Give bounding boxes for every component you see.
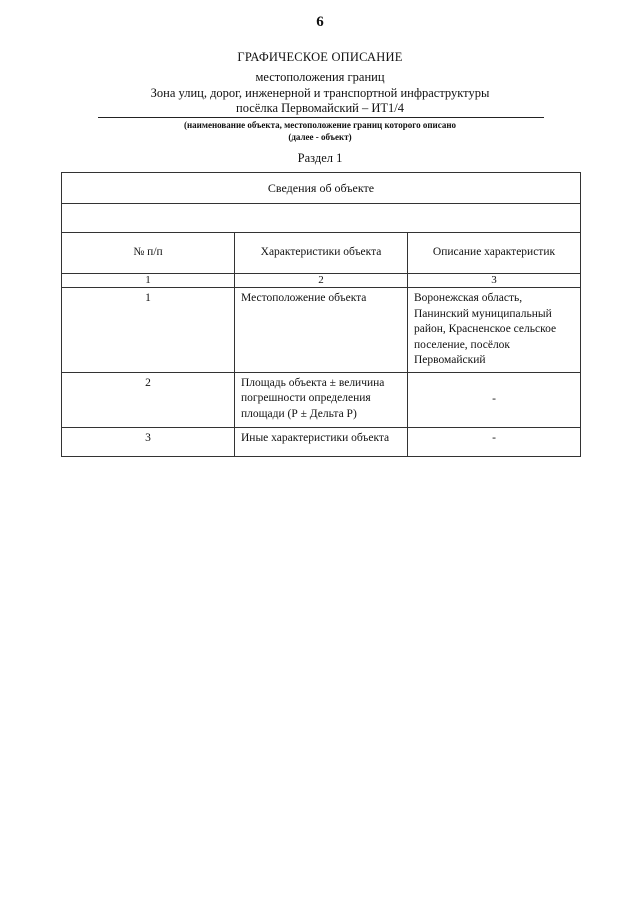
subtitle-line: Зона улиц, дорог, инженерной и транспортной инфраструктуры: [150, 86, 490, 100]
table-row: [62, 427, 581, 456]
column-number: 3: [408, 274, 581, 288]
row-description: -: [408, 427, 581, 456]
table-empty-row: [62, 204, 581, 233]
subtitle-line: посёлка Первомайский – ИТ1/4: [236, 101, 404, 115]
column-header-number: № п/п: [62, 233, 235, 274]
title-underline: [98, 117, 544, 118]
row-number: 2: [62, 372, 235, 427]
page-number: 6: [316, 14, 324, 30]
document-title: ГРАФИЧЕСКОЕ ОПИСАНИЕ: [237, 50, 403, 64]
column-header-characteristic: Характеристики объекта: [235, 233, 408, 274]
table-header-row: [62, 173, 581, 204]
column-header-description: Описание характеристик: [408, 233, 581, 274]
table-row: [62, 372, 581, 427]
column-header-row: [62, 233, 581, 274]
subtitle-line: местоположения границ: [255, 70, 385, 84]
row-description: -: [408, 372, 581, 427]
row-characteristic: Иные характеристики объекта: [235, 427, 408, 456]
column-number: 1: [62, 274, 235, 288]
column-number-row: [62, 274, 581, 288]
table-row: [62, 288, 581, 373]
row-description: Воронежская область, Панинский муниципальный район, Красненское сельское поселение, посёлок Первомайский: [408, 288, 581, 373]
row-characteristic: Местоположение объекта: [235, 288, 408, 373]
row-number: 1: [62, 288, 235, 373]
empty-cell: [62, 204, 581, 233]
section-label: Раздел 1: [297, 151, 343, 165]
row-number: 3: [62, 427, 235, 456]
column-number: 2: [235, 274, 408, 288]
caption-line: (наименование объекта, местоположение границ которого описано: [183, 120, 457, 130]
table-header: Сведения об объекте: [62, 173, 581, 204]
row-characteristic: Площадь объекта ± величина погрешности определения площади (Р ± Дельта Р): [235, 372, 408, 427]
object-info-table: [61, 172, 581, 457]
caption-line: (далее - объект): [288, 132, 352, 142]
